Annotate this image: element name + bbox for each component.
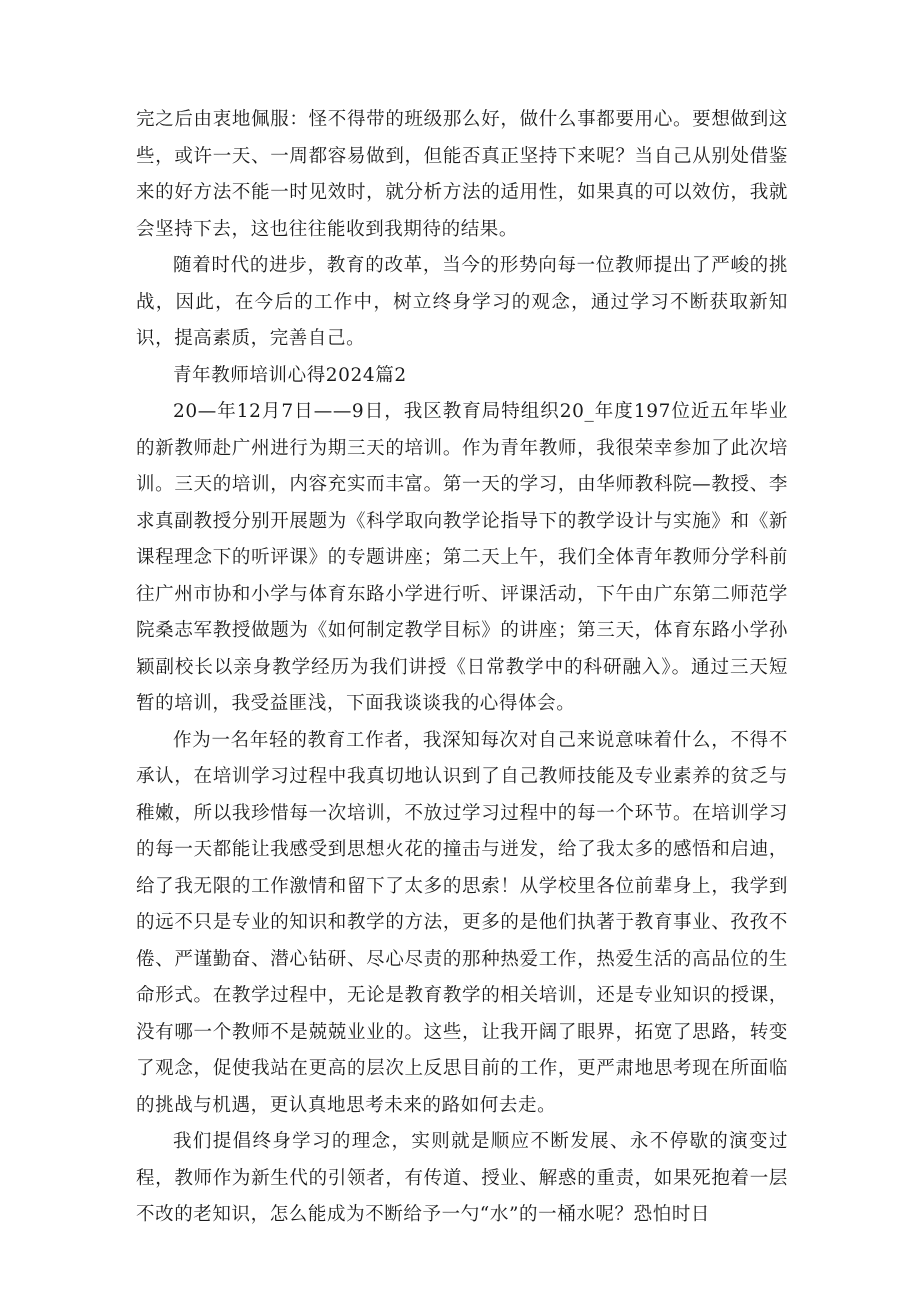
section-heading: 青年教师培训心得2024篇2 [173,364,407,386]
paragraph-era-progress: 随着时代的进步，教育的改革，当今的形势向每一位教师提出了严峻的挑战，因此，在今后的工作中，树立终身学习的观念，通过学习不断获取新知识，提高素质，完善自己。 [136,255,788,349]
paragraph-continuation: 完之后由衷地佩服：怪不得带的班级那么好，做什么事都要用心。要想做到这些，或许一天、一周都容易做到，但能否真正坚持下来呢？当自己从别处借鉴来的好方法不能一时见效时，就分析方法的适用性，如果真的可以效仿，我就会坚持下去，这也往往能收到我期待的结果。 [136,109,788,240]
paragraph-training-overview: 20—年12月7日——9日，我区教育局特组织20_年度197位近五年毕业的新教师赴广州进行为期三天的培训。作为青年教师，我很荣幸参加了此次培训。三天的培训，内容充实而丰富。第一天的学习，由华师教科院—教授、李求真副教授分别开展题为《科学取向教学论指导下的教学设计与实施》和《新课程理念下的听评课》的专题讲座；第二天上午，我们全体青年教师分学科前往广州市协和小学与体育东路小学进行听、评课活动，下午由广东第二师范学院桑志军教授做题为《如何制定教学目标》的讲座；第三天，体育东路小学孙颖副校长以亲身教学经历为我们讲授《日常教学中的科研融入》。通过三天短暂的培训，我受益匪浅，下面我谈谈我的心得体会。 [136,401,788,714]
paragraph-reflection: 作为一名年轻的教育工作者，我深知每次对自己来说意味着什么，不得不承认，在培训学习过程中我真切地认识到了自己教师技能及专业素养的贫乏与稚嫩，所以我珍惜每一次培训，不放过学习过程中的每一个环节。在培训学习的每一天都能让我感受到思想火花的撞击与迸发，给了我太多的感悟和启迪，给了我无限的工作激情和留下了太多的思索！从学校里各位前辈身上，我学到的远不只是专业的知识和教学的方法，更多的是他们执著于教育事业、孜孜不倦、严谨勤奋、潜心钻研、尽心尽责的那种热爱工作，热爱生活的高品位的生命形式。在教学过程中，无论是教育教学的相关培训，还是专业知识的授课，没有哪一个教师不是兢兢业业的。这些，让我开阔了眼界，拓宽了思路，转变了观念，促使我站在更高的层次上反思目前的工作，更严肃地思考现在所面临的挑战与机遇，更认真地思考未来的路如何去走。 [136,729,788,1116]
document-body [136,102,788,1234]
paragraph-lifelong-learning: 我们提倡终身学习的理念，实则就是顺应不断发展、永不停歇的演变过程，教师作为新生代的引领者，有传道、授业、解惑的重责，如果死抱着一层不改的老知识，怎么能成为不断给予一勺“水”的一桶水呢？恐怕时日 [136,1131,788,1225]
